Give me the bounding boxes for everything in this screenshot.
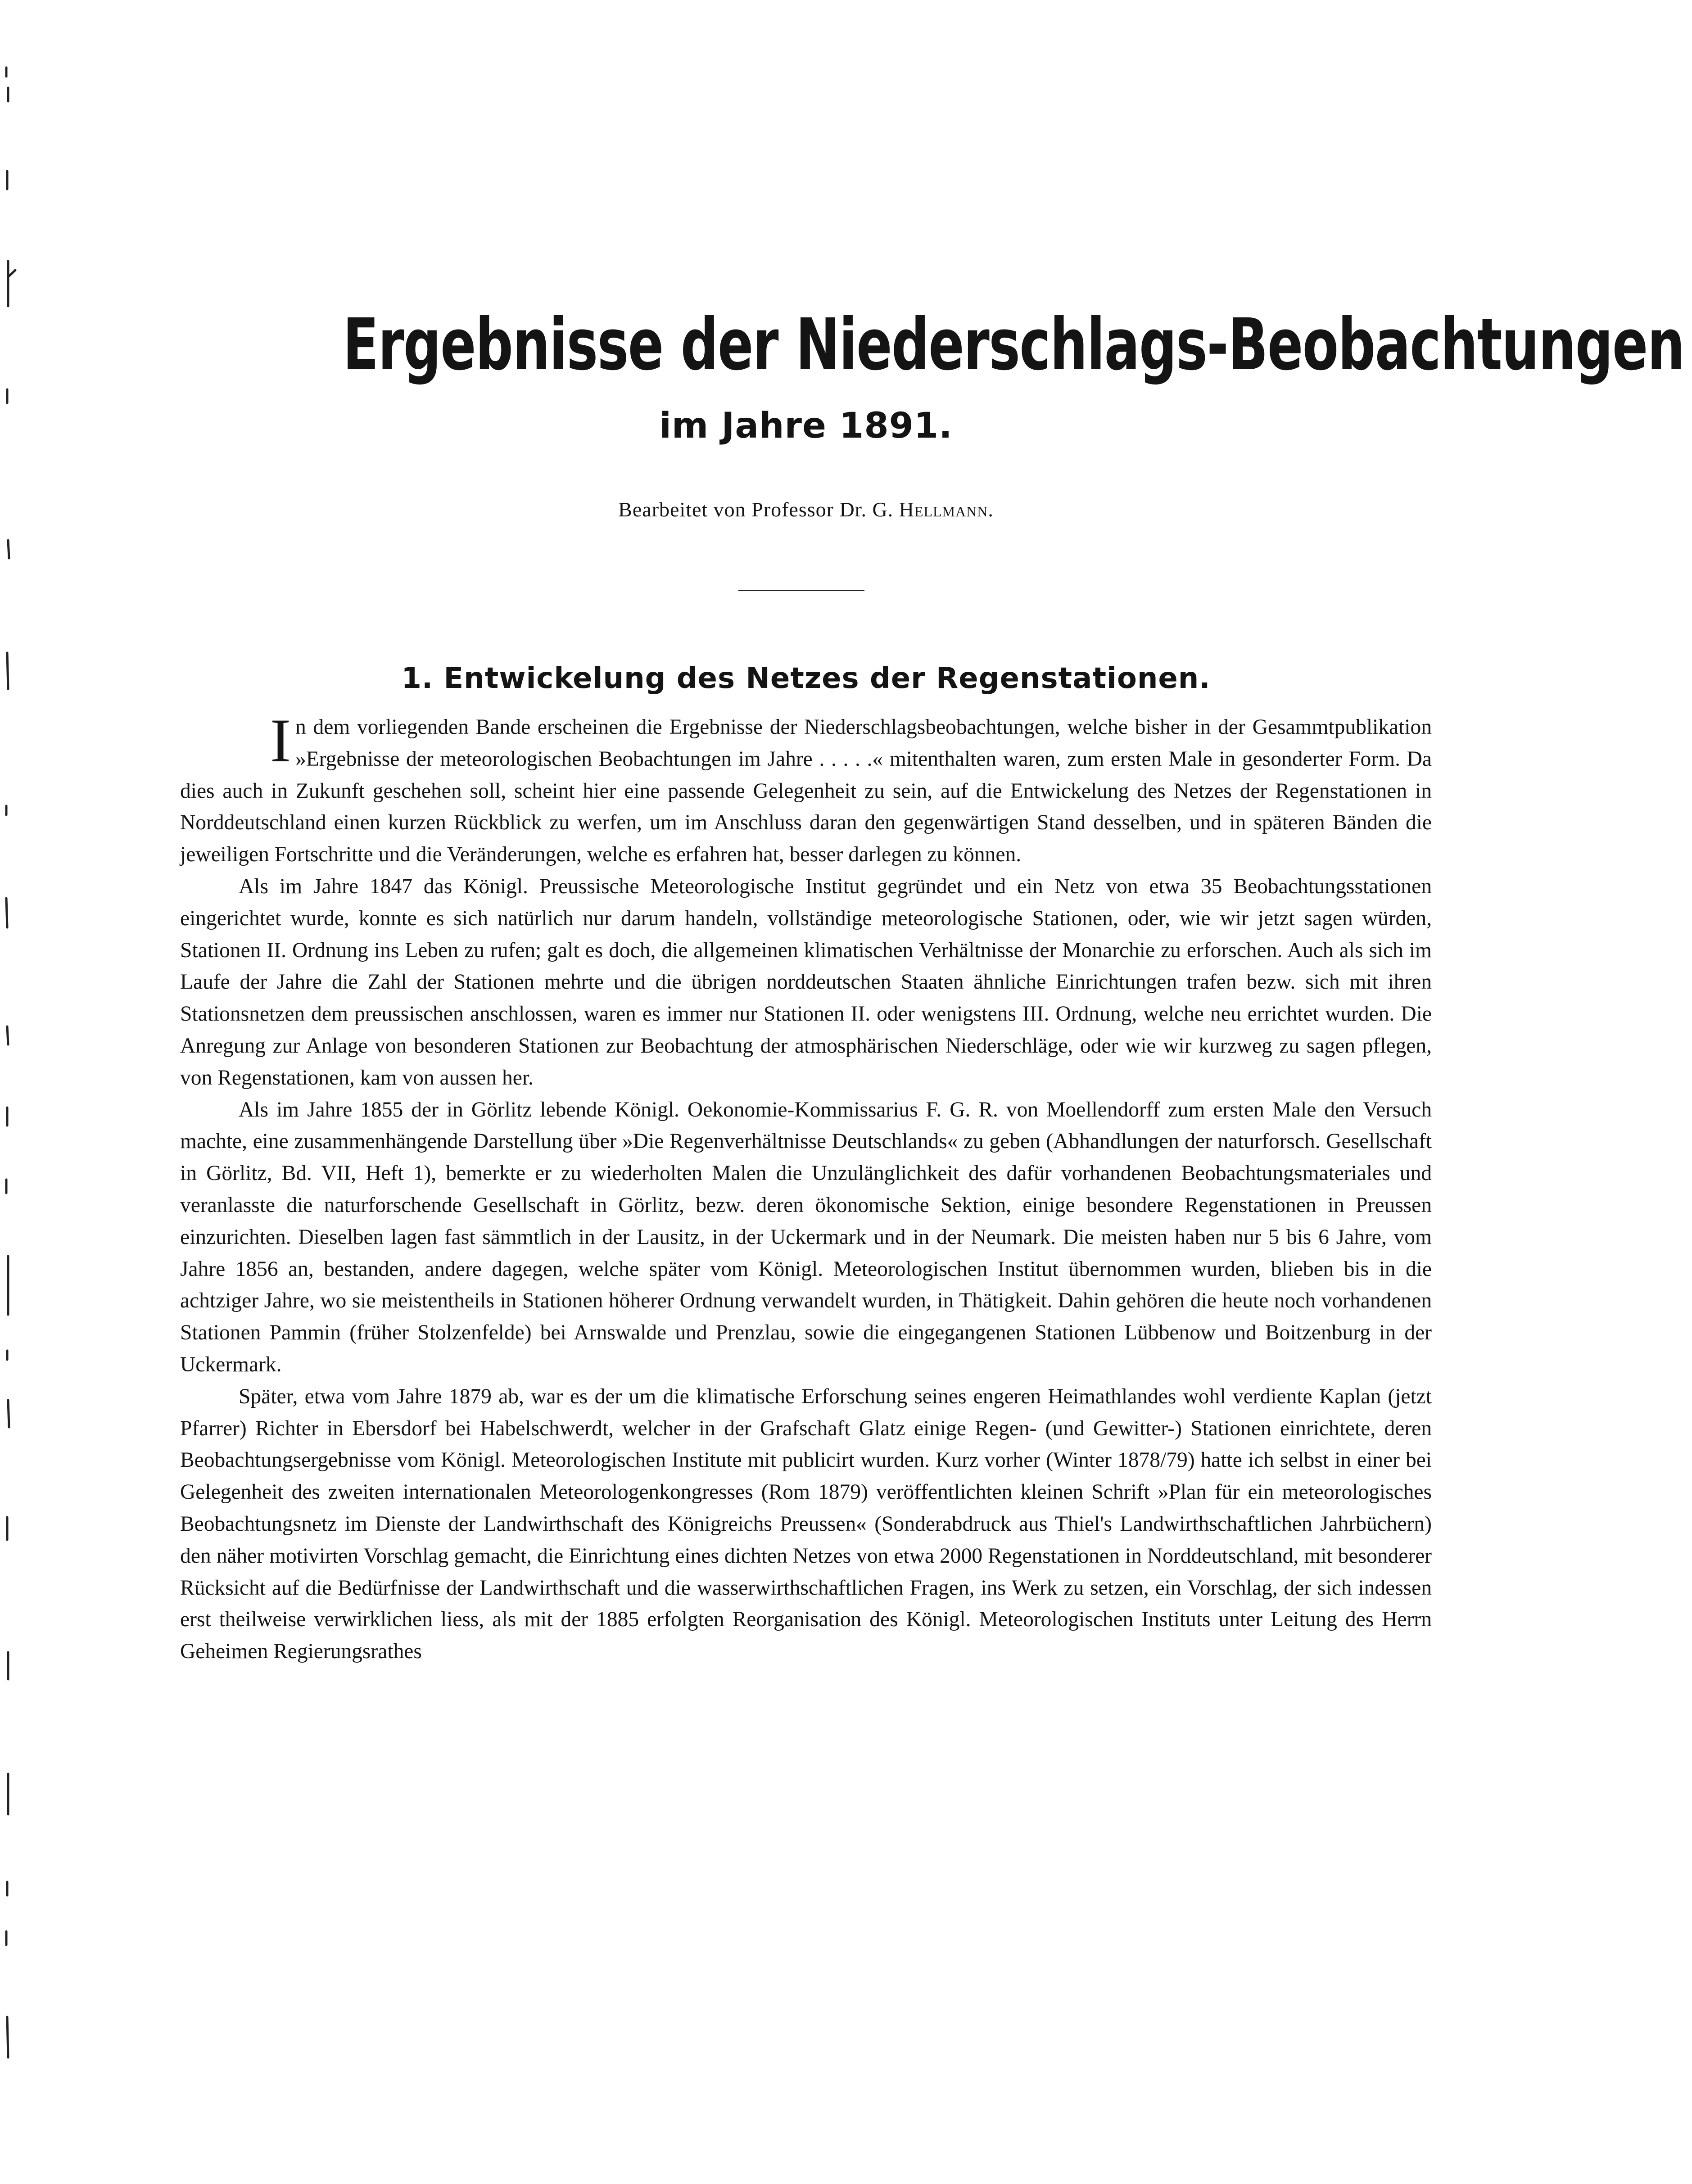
- paragraph-3: Als im Jahre 1855 der in Görlitz lebende Königl. Oekonomie-Kommissarius F. G. R. von Moellendorff zum ersten Male den Versuch machte, eine zusammenhängende Darstellung über »Die Regenverhältnisse Deutschlands« zu geben (Abhandlungen der naturforsch. Gesellschaft in Görlitz, Bd. VII, Heft 1), bemerkte er zu wiederholten Malen die Unzulänglichkeit des dafür vorhandenen Beobachtungsmateriales und veranlasste die naturforschende Gesellschaft in Görlitz, bezw. deren ökonomische Sektion, einige besondere Regenstationen in Preussen einzurichten. Dieselben lagen fast sämmtlich in der Lausitz, in der Uckermark und in der Neumark. Die meisten haben nur 5 bis 6 Jahre, vom Jahre 1856 an, bestanden, andere dagegen, welche später vom Königl. Meteorologischen Institut übernommen wurden, blieben bis in die achtziger Jahre, wo sie meistentheils in Stationen höherer Ordnung verwandelt wurden, in Thätigkeit. Dahin gehören die heute noch vorhandenen Stationen Pammin (früher Stolzenfelde) bei Arnswalde und Prenzlau, sowie die eingegangenen Stationen Lübbenow und Boitzenburg in der Uckermark.: [180, 1098, 1432, 1376]
- paragraph-4: Später, etwa vom Jahre 1879 ab, war es der um die klimatische Erforschung seines engeren Heimathlandes wohl verdiente Kaplan (jetzt Pfarrer) Richter in Ebersdorf bei Habelschwerdt, welcher in der Grafschaft Glatz einige Regen- (und Gewitter-) Stationen einrichtete, deren Beobachtungsergebnisse vom Königl. Meteorologischen Institute mit publicirt wurden. Kurz vorher (Winter 1878/79) hatte ich selbst in einer bei Gelegenheit des zweiten internationalen Meteorologenkongresses (Rom 1879) veröffentlichten kleinen Schrift »Plan für ein meteorologisches Beobachtungsnetz im Dienste der Landwirthschaft des Königreichs Preussen« (Sonderabdruck aus Thiel's Landwirthschaftlichen Jahrbüchern) den näher motivirten Vorschlag gemacht, die Einrichtung eines dichten Netzes von etwa 2000 Regenstationen in Norddeutschland, mit besonderer Rücksicht auf die Bedürfnisse der Landwirthschaft und die wasserwirthschaftlichen Fragen, ins Werk zu setzen, ein Vorschlag, der sich indessen erst theilweise verwirklichen liess, als mit der 1885 erfolgten Reorganisation des Königl. Meteorologischen Instituts unter Leitung des Herrn Geheimen Regierungsrathes: [180, 1384, 1432, 1664]
- section-heading: 1. Entwickelung des Netzes der Regenstationen.: [401, 662, 1211, 695]
- drop-cap: I: [270, 706, 291, 775]
- byline-prefix: Bearbeitet von Professor Dr. G.: [618, 498, 899, 521]
- body-text: [180, 706, 1432, 1668]
- paragraph-1: [180, 706, 1432, 871]
- document-page: [180, 0, 1684, 2182]
- document-subtitle: im Jahre 1891.: [659, 406, 953, 446]
- paragraph-2: Als im Jahre 1847 das Königl. Preussische Meteorologische Institut gegründet und ein Netz von etwa 35 Beobachtungsstationen eingerichtet wurde, konnte es sich natürlich nur darum handeln, vollständige meteorologische Stationen, oder, wie wir jetzt sagen würden, Stationen II. Ordnung ins Leben zu rufen; galt es doch, die allgemeinen klimatischen Verhältnisse der Monarchie zu erforschen. Auch als sich im Laufe der Jahre die Zahl der Stationen mehrte und die übrigen norddeutschen Staaten ähnliche Einrichtungen trafen bezw. sich mit ihren Stationsnetzen dem preussischen anschlossen, waren es immer nur Stationen II. oder wenigstens III. Ordnung, welche neu errichtet wurden. Die Anregung zur Anlage von besonderen Stationen zur Beobachtung der atmosphärischen Niederschläge, oder wie wir kurzweg zu sagen pflegen, von Regenstationen, kam von aussen her.: [180, 874, 1432, 1090]
- separator-rule: [738, 590, 864, 591]
- byline: [180, 497, 1432, 521]
- byline-author: Hellmann.: [899, 498, 994, 521]
- paragraph-1-text: n dem vorliegenden Bande erscheinen die Ergebnisse der Niederschlagsbeobachtungen, welche bisher in der Gesammtpublikation »Ergebnisse der meteorologischen Beobachtungen im Jahre . . . . .« mitenthalten waren, zum ersten Male in gesonderter Form. Da dies auch in Zukunft geschehen soll, scheint hier eine passende Gelegenheit zu sein, auf die Entwickelung des Netzes der Regenstationen in Norddeutschland einen kurzen Rückblick zu werfen, um im Anschluss daran den gegenwärtigen Stand desselben, und in späteren Bänden die jeweiligen Fortschritte und die Veränderungen, welche es erfahren hat, besser darlegen zu können.: [180, 715, 1432, 867]
- scan-edge-marks: [0, 0, 27, 2182]
- document-title: Ergebnisse der Niederschlags-Beobachtungen: [343, 303, 1684, 386]
